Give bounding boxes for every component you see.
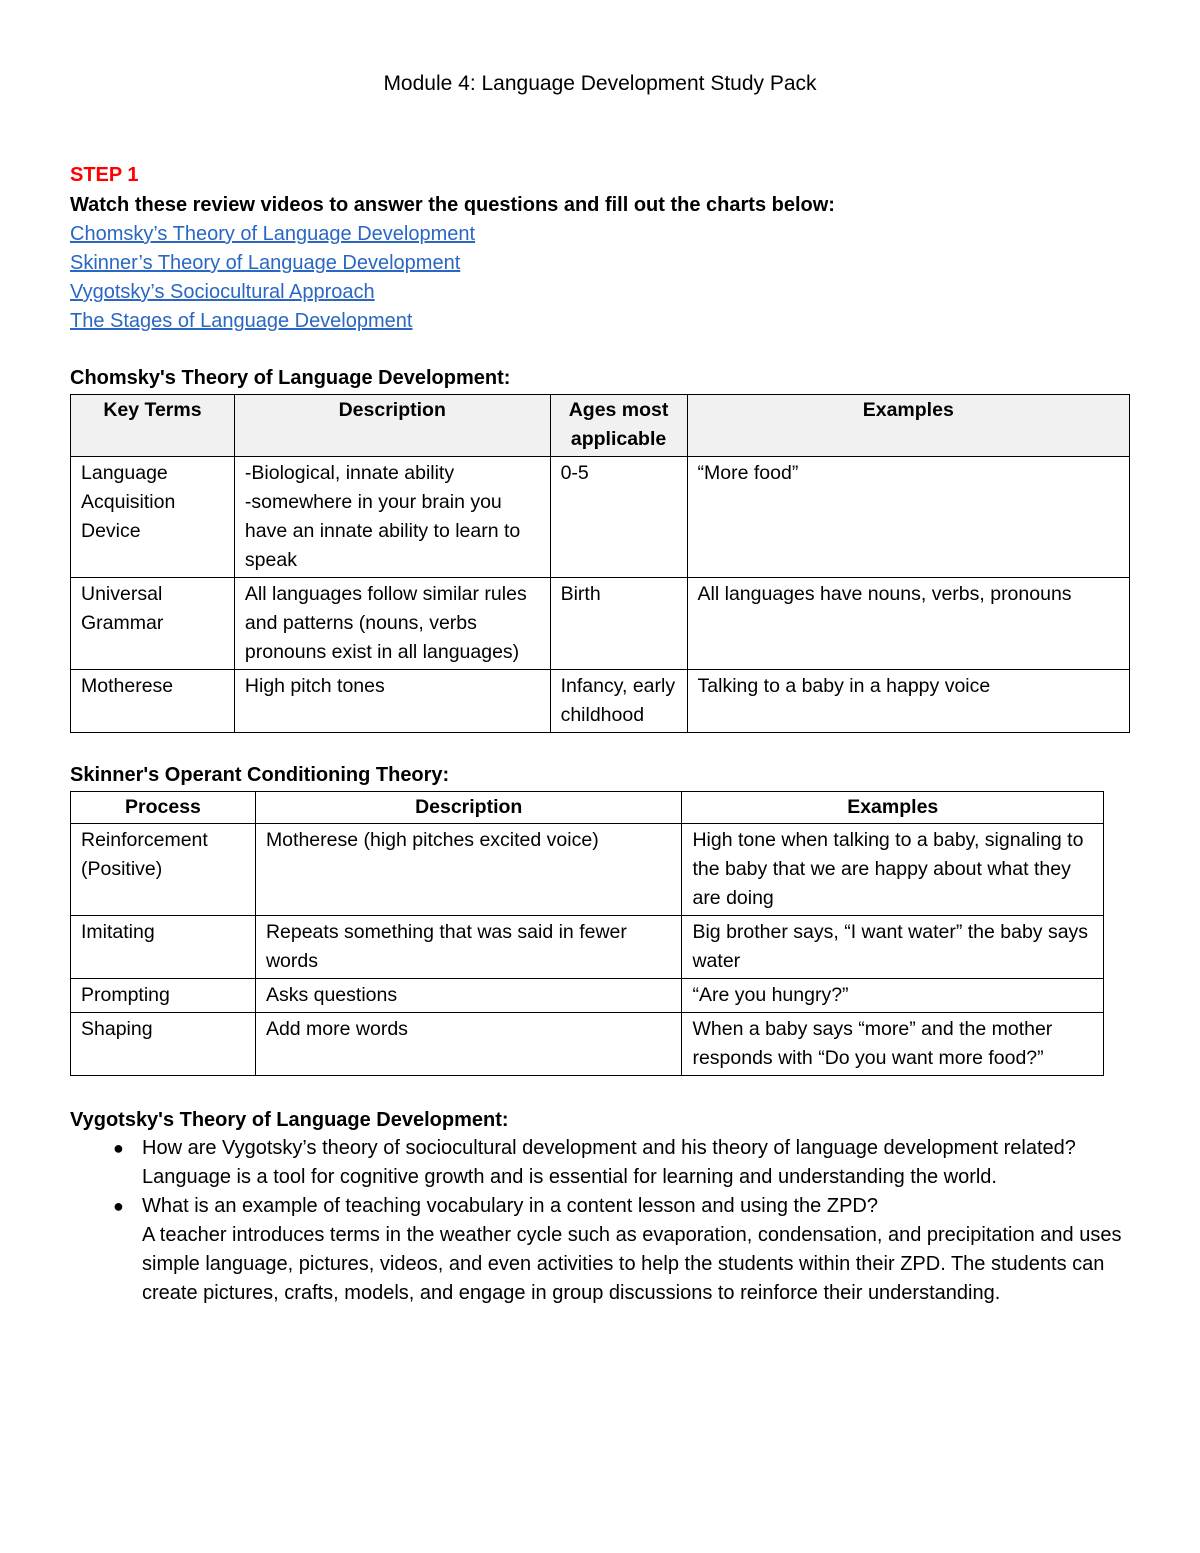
cell-process: Reinforcement (Positive) (71, 824, 256, 916)
table-row (71, 979, 1104, 1013)
cell-examples: When a baby says “more” and the mother responds with “Do you want more food?” (682, 1013, 1104, 1076)
vygotsky-questions (70, 1134, 1130, 1308)
skinner-heading: Skinner's Operant Conditioning Theory: (70, 764, 450, 786)
question-text: What is an example of teaching vocabulary in a content lesson and using the ZPD? (142, 1195, 878, 1217)
skinner-table (70, 791, 1104, 1076)
table-row (71, 578, 1130, 670)
table-row (71, 670, 1130, 733)
cell-term: Universal Grammar (71, 578, 235, 670)
table-row (71, 916, 1104, 979)
cell-examples: All languages have nouns, verbs, pronouns (687, 578, 1129, 670)
vygotsky-heading: Vygotsky's Theory of Language Development: (70, 1109, 509, 1131)
cell-term: Language Acquisition Device (71, 457, 235, 578)
link-chomsky[interactable]: Chomsky’s Theory of Language Development (70, 223, 476, 245)
cell-description: Add more words (255, 1013, 682, 1076)
cell-examples: Talking to a baby in a happy voice (687, 670, 1129, 733)
cell-examples: “More food” (687, 457, 1129, 578)
document-title: Module 4: Language Development Study Pack (383, 72, 817, 95)
bullet-icon: ● (113, 1196, 124, 1216)
cell-process: Shaping (71, 1013, 256, 1076)
document-content (70, 160, 1130, 1308)
answer-text: A teacher introduces terms in the weather cycle such as evaporation, condensation, and precipitation and uses simple language, pictures, videos, and even activities to help the students within their ZPD. The students can create pictures, crafts, models, and engage in group discussions to reinforce their understanding. (142, 1224, 1122, 1304)
instruction-text: Watch these review videos to answer the questions and fill out the charts below: (70, 194, 835, 216)
list-item (113, 1192, 1130, 1308)
table-row (71, 824, 1104, 916)
chomsky-table (70, 394, 1130, 733)
link-stages[interactable]: The Stages of Language Development (70, 310, 413, 332)
video-links (70, 220, 1130, 336)
header-ages: Ages most applicable (550, 395, 687, 457)
answer-text: Language is a tool for cognitive growth and is essential for learning and understanding the world. (142, 1166, 997, 1188)
link-vygotsky[interactable]: Vygotsky’s Sociocultural Approach (70, 281, 375, 303)
cell-process: Prompting (71, 979, 256, 1013)
header-examples: Examples (682, 792, 1104, 824)
chomsky-heading: Chomsky's Theory of Language Development: (70, 367, 511, 389)
cell-description: All languages follow similar rules and patterns (nouns, verbs pronouns exist in all languages) (234, 578, 550, 670)
cell-ages: Infancy, early childhood (550, 670, 687, 733)
header-key-terms: Key Terms (71, 395, 235, 457)
header-description: Description (234, 395, 550, 457)
cell-examples: Big brother says, “I want water” the baby says water (682, 916, 1104, 979)
header-examples: Examples (687, 395, 1129, 457)
cell-description: Repeats something that was said in fewer words (255, 916, 682, 979)
cell-examples: High tone when talking to a baby, signaling to the baby that we are happy about what they are doing (682, 824, 1104, 916)
bullet-icon: ● (113, 1138, 124, 1158)
table-row (71, 1013, 1104, 1076)
table-header-row (71, 792, 1104, 824)
cell-description: Motherese (high pitches excited voice) (255, 824, 682, 916)
cell-ages: Birth (550, 578, 687, 670)
cell-examples: “Are you hungry?” (682, 979, 1104, 1013)
cell-description: High pitch tones (234, 670, 550, 733)
cell-process: Imitating (71, 916, 256, 979)
cell-description: Asks questions (255, 979, 682, 1013)
header-description: Description (255, 792, 682, 824)
question-text: How are Vygotsky’s theory of sociocultural development and his theory of language development related? (142, 1137, 1076, 1159)
link-skinner[interactable]: Skinner’s Theory of Language Development (70, 252, 461, 274)
table-row (71, 457, 1130, 578)
list-item (113, 1134, 1130, 1192)
step-label: STEP 1 (70, 164, 139, 186)
cell-ages: 0-5 (550, 457, 687, 578)
header-process: Process (71, 792, 256, 824)
table-header-row (71, 395, 1130, 457)
cell-description: -Biological, innate ability -somewhere in your brain you have an innate ability to learn to speak (234, 457, 550, 578)
cell-term: Motherese (71, 670, 235, 733)
